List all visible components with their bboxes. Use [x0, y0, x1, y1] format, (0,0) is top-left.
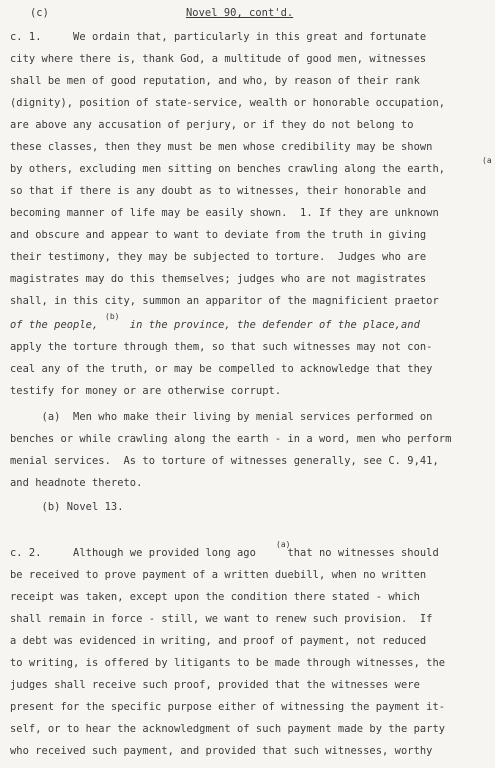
body-line: (dignity), position of state-service, wealth or honorable occupation,	[10, 97, 446, 109]
footnote-line: (b) Novel 13.	[10, 501, 124, 513]
body-line: receipt was taken, except upon the condition there stated - which	[10, 591, 420, 603]
body-line: ceal any of the truth, or may be compelled to acknowledge that they	[10, 363, 433, 375]
body-line: so that if there is any doubt as to witnesses, their honorable and	[10, 185, 427, 197]
body-line: self, or to hear the acknowledgment of such payment made by the party	[10, 723, 446, 735]
body-line: testify for money or are otherwise corrupt.	[10, 385, 282, 397]
footnote-line: menial services. As to torture of witnesses generally, see C. 9,41,	[10, 455, 439, 467]
margin-footnote-marker: (a	[482, 156, 492, 165]
body-line: a debt was evidenced in writing, and proof of payment, not reduced	[10, 635, 427, 647]
body-line: c. 2. Although we provided long ago that no witnesses should	[10, 547, 439, 559]
footnote-line: and headnote thereto.	[10, 477, 143, 489]
body-line: of the people, in the province, the defender of the place,and	[10, 319, 420, 331]
body-line: be received to prove payment of a written duebill, when no written	[10, 569, 427, 581]
body-line: and obscure and appear to want to deviate from the truth in giving	[10, 229, 427, 241]
body-line: who received such payment, and provided that such witnesses, worthy	[10, 745, 433, 757]
body-line: city where there is, thank God, a multitude of good men, witnesses	[10, 53, 427, 65]
body-line: c. 1. We ordain that, particularly in this great and fortunate	[10, 31, 427, 43]
footnote-line: benches or while crawling along the earth - in a word, men who perform	[10, 433, 452, 445]
footnote-marker-b: (b)	[105, 312, 120, 321]
body-line: to writing, is offered by litigants to be made through witnesses, the	[10, 657, 446, 669]
body-line: magistrates may do this themselves; judges who are not magistrates	[10, 273, 427, 285]
body-line: their testimony, they may be subjected to torture. Judges who are	[10, 251, 427, 263]
footnote-line: (a) Men who make their living by menial services performed on	[10, 411, 433, 423]
body-line: judges shall receive such proof, provided that the witnesses were	[10, 679, 420, 691]
body-line: shall, in this city, summon an apparitor of the magnificient praetor	[10, 295, 439, 307]
page-title: Novel 90, cont'd.	[186, 7, 294, 19]
body-line: by others, excluding men sitting on benches crawling along the earth,	[10, 163, 446, 175]
body-line: these classes, then they must be men whose credibility may be shown	[10, 141, 433, 153]
section-label: (c)	[30, 7, 49, 19]
footnote-marker-a: (a)	[276, 540, 291, 549]
body-line: apply the torture through them, so that such witnesses may not con-	[10, 341, 433, 353]
body-line: shall remain in force - still, we want to renew such provision. If	[10, 613, 433, 625]
body-line: becoming manner of life may be easily shown. 1. If they are unknown	[10, 207, 439, 219]
body-line: are above any accusation of perjury, or if they do not belong to	[10, 119, 414, 131]
body-line: present for the specific purpose either of witnessing the payment it-	[10, 701, 446, 713]
body-line: shall be men of good reputation, and who, by reason of their rank	[10, 75, 420, 87]
